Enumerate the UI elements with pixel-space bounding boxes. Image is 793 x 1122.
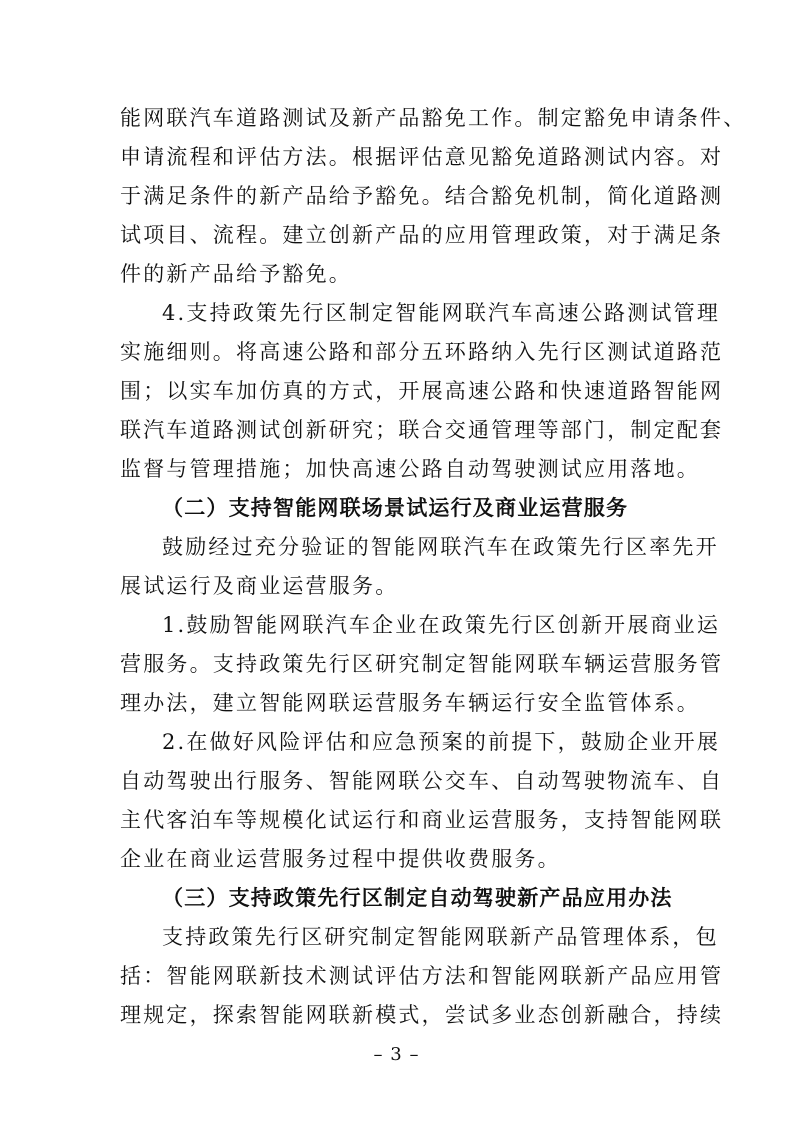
body-line: 件的新产品给予豁免。 xyxy=(120,262,352,286)
body-line: 实施细则。将高速公路和部分五环路纳入先行区测试道路范 xyxy=(120,340,724,364)
paragraph-start-line: 2.在做好风险评估和应急预案的前提下，鼓励企业开展 xyxy=(162,730,721,754)
paragraph-start-line: 1.鼓励智能网联汽车企业在政策先行区创新开展商业运 xyxy=(162,613,721,637)
paragraph-start-line: 4.支持政策先行区制定智能网联汽车高速公路测试管理 xyxy=(162,301,721,325)
body-line: 括：智能网联新技术测试评估方法和智能网联新产品应用管 xyxy=(120,964,724,988)
paragraph-start-line: 鼓励经过充分验证的智能网联汽车在政策先行区率先开 xyxy=(162,535,719,559)
paragraph-start-line: 支持政策先行区研究制定智能网联新产品管理体系，包 xyxy=(162,925,719,949)
body-line: 理办法，建立智能网联运营服务车辆运行安全监管体系。 xyxy=(120,691,700,715)
body-line: 监督与管理措施；加快高速公路自动驾驶测试应用落地。 xyxy=(120,457,700,481)
body-line: 申请流程和评估方法。根据评估意见豁免道路测试内容。对 xyxy=(120,145,724,169)
section-heading: （三）支持政策先行区制定自动驾驶新产品应用办法 xyxy=(162,885,673,910)
body-line: 围；以实车加仿真的方式，开展高速公路和快速道路智能网 xyxy=(120,379,724,403)
body-line: 试项目、流程。建立创新产品的应用管理政策，对于满足条 xyxy=(120,223,724,247)
page-number: – 3 – xyxy=(373,1044,420,1065)
section-heading: （二）支持智能网联场景试运行及商业运营服务 xyxy=(162,495,629,520)
body-line: 展试运行及商业运营服务。 xyxy=(120,574,399,598)
body-line: 理规定，探索智能网联新模式，尝试多业态创新融合，持续 xyxy=(120,1003,724,1027)
body-line: 企业在商业运营服务过程中提供收费服务。 xyxy=(120,847,561,871)
body-line: 能网联汽车道路测试及新产品豁免工作。制定豁免申请条件、 xyxy=(120,106,747,130)
body-line: 主代客泊车等规模化试运行和商业运营服务，支持智能网联 xyxy=(120,808,724,832)
body-line: 营服务。支持政策先行区研究制定智能网联车辆运营服务管 xyxy=(120,652,724,676)
body-line: 于满足条件的新产品给予豁免。结合豁免机制，简化道路测 xyxy=(120,184,724,208)
body-line: 自动驾驶出行服务、智能网联公交车、自动驾驶物流车、自 xyxy=(120,769,724,793)
body-line: 联汽车道路测试创新研究；联合交通管理等部门，制定配套 xyxy=(120,418,724,442)
